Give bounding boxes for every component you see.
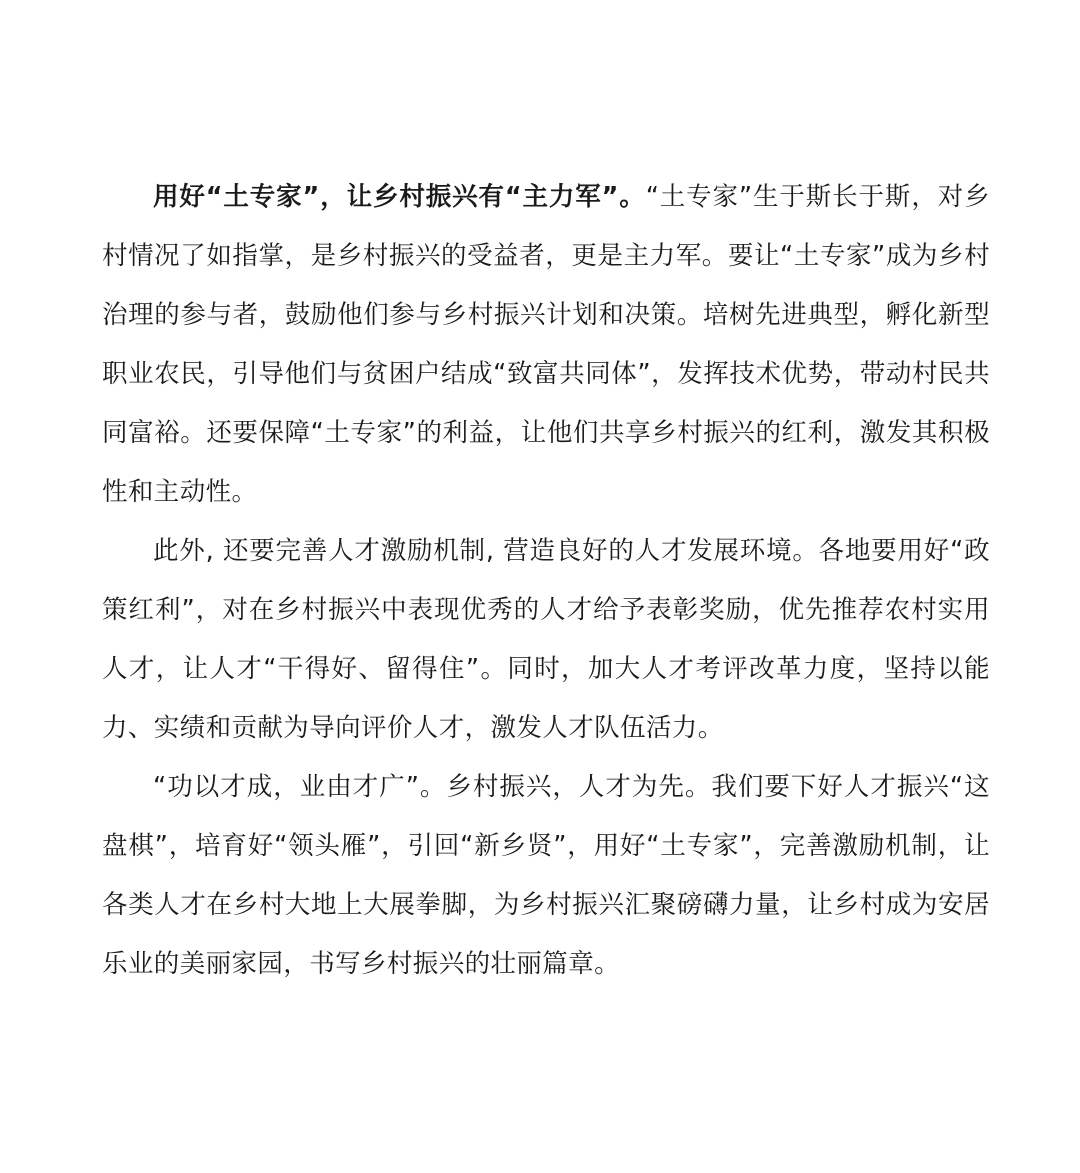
paragraph-tu-zhuanjia bbox=[102, 168, 990, 522]
paragraph-text: “土专家”生于斯长于斯，对乡村情况了如指掌，是乡村振兴的受益者，更是主力军。要让“土专家”成为乡村治理的参与者，鼓励他们参与乡村振兴计划和决策。培树先进典型，孵化新型职业农民，引导他们与贫困户结成“致富共同体”，发挥技术优势，带动村民共同富裕。还要保障“土专家”的利益，让他们共享乡村振兴的红利，激发其积极性和主动性。 bbox=[102, 182, 990, 507]
paragraph-incentive-mechanism bbox=[102, 522, 990, 758]
article-body bbox=[102, 168, 990, 994]
paragraph-text: 此外, 还要完善人才激励机制, 营造良好的人才发展环境。各地要用好“政策红利”，对在乡村振兴中表现优秀的人才给予表彰奖励，优先推荐农村实用人才，让人才“干得好、留得住”。同时，加大人才考评改革力度，坚持以能力、实绩和贡献为导向评价人才，激发人才队伍活力。 bbox=[102, 536, 990, 743]
paragraph-lead-heading: 用好“土专家”，让乡村振兴有“主力军”。 bbox=[153, 182, 646, 212]
paragraph-text: “功以才成，业由才广”。乡村振兴，人才为先。我们要下好人才振兴“这盘棋”，培育好“领头雁”，引回“新乡贤”，用好“土专家”，完善激励机制，让各类人才在乡村大地上大展拳脚，为乡村振兴汇聚磅礴力量，让乡村成为安居乐业的美丽家园，书写乡村振兴的壮丽篇章。 bbox=[102, 772, 990, 979]
paragraph-conclusion bbox=[102, 758, 990, 994]
